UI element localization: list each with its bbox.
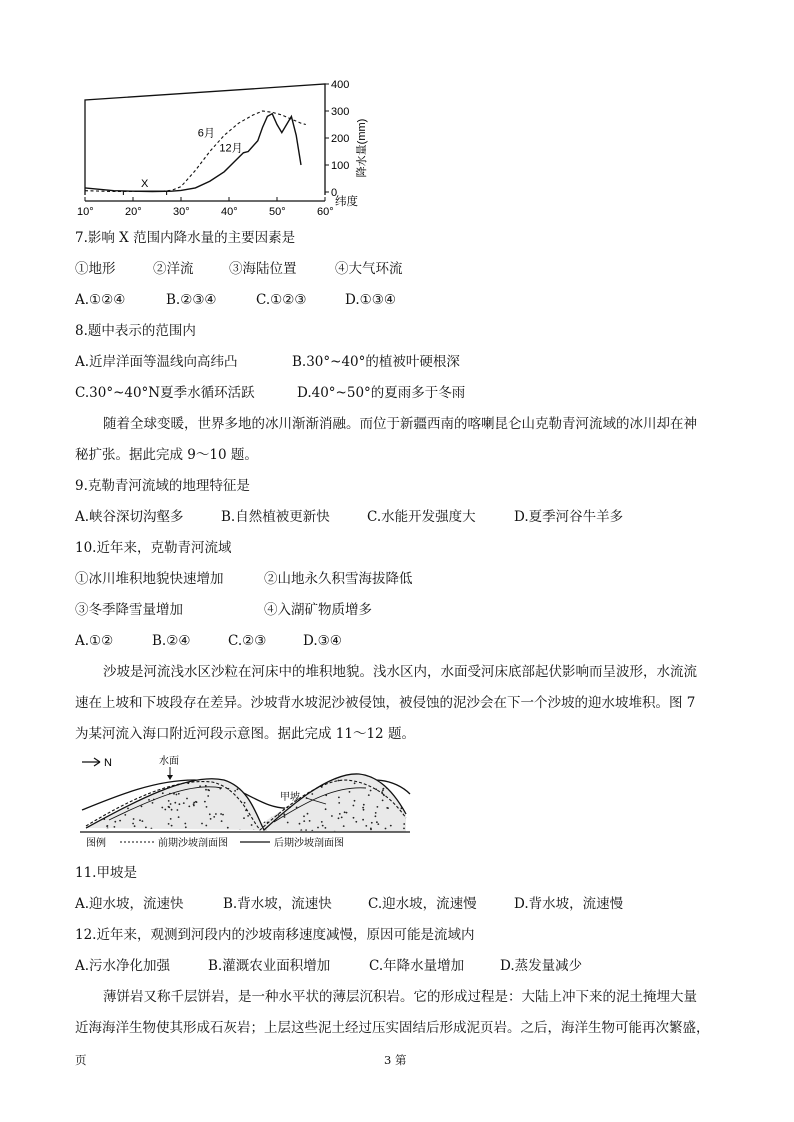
sand-dot <box>272 775 274 777</box>
sand-dot <box>138 829 140 831</box>
sand-dot <box>300 829 302 831</box>
q7-option-d: D.①③④ <box>345 292 396 308</box>
q10-option-a: A.①② <box>75 633 114 649</box>
sand-dot <box>403 783 405 785</box>
sand-dot <box>204 801 206 803</box>
passage2-line-3: 为某河流入海口附近河段示意图。据此完成 11～12 题。 <box>75 726 415 742</box>
sand-dot <box>106 825 108 827</box>
legend-after-label: 后期沙坡剖面图 <box>274 838 344 849</box>
sand-dot <box>253 830 255 832</box>
sand-dot <box>246 786 248 788</box>
sand-dot <box>221 820 223 822</box>
sand-dot <box>141 806 143 808</box>
sand-dot <box>283 781 285 783</box>
passage3-line-1: 薄饼岩又称千层饼岩，是一种水平状的薄层沉积岩。它的形成过程是：大陆上冲下来的泥土掩埋大量 <box>103 989 697 1005</box>
sand-dot <box>222 814 224 816</box>
sand-dot <box>170 818 172 820</box>
sand-dot <box>171 809 173 811</box>
sand-slope-diagram <box>74 752 414 852</box>
passage2-line-2: 速在上坡和下坡段存在差异。沙坡背水坡泥沙被侵蚀，被侵蚀的泥沙会在下一个沙坡的迎水坡堆积。图 7 <box>75 695 696 711</box>
sand-dot <box>176 794 178 796</box>
sand-dot <box>307 813 309 815</box>
sand-dot <box>215 813 217 815</box>
q7-item-3: ③海陆位置 <box>229 261 297 277</box>
slope-jia-label: 甲坡 <box>280 792 300 803</box>
sand-dot <box>274 783 276 785</box>
sand-dot <box>403 828 405 830</box>
sand-dot <box>371 822 373 824</box>
sand-dot <box>147 782 149 784</box>
sand-dot <box>151 828 153 830</box>
q9-option-d: D.夏季河谷牛羊多 <box>514 509 624 525</box>
y-tick-label: 0 <box>331 187 338 199</box>
sand-dot <box>138 793 140 795</box>
q7-stem: 7.影响 X 范围内降水量的主要因素是 <box>75 230 296 246</box>
sand-dot <box>375 812 377 814</box>
q8-option-c: C.30°~40°N夏季水循环活跃 <box>75 385 255 401</box>
sand-dot <box>205 789 207 791</box>
sand-dot <box>210 818 212 820</box>
sand-dot <box>213 816 215 818</box>
x-range-label: X <box>141 178 149 190</box>
x-tick-label: 50° <box>269 206 286 218</box>
q9-stem: 9.克勒青河流域的地理特征是 <box>75 478 250 494</box>
sand-dot <box>403 823 405 825</box>
sand-dot <box>309 820 311 822</box>
sand-dot <box>302 787 304 789</box>
q12-option-c: C.年降水量增加 <box>369 958 465 974</box>
sand-dot <box>148 799 150 801</box>
sand-dot <box>227 827 229 829</box>
sand-dot <box>353 817 355 819</box>
passage1-line-1: 随着全球变暖，世界多地的冰川渐渐消融。而位于新疆西南的喀喇昆仑山克勒青河流域的冰川却在神 <box>103 416 697 432</box>
sand-dot <box>287 822 289 824</box>
q10-stem: 10.近年来，克勒青河流域 <box>75 540 232 556</box>
sand-dot <box>363 809 365 811</box>
sand-dot <box>382 800 384 802</box>
sand-dot <box>132 823 134 825</box>
sand-dot <box>168 823 170 825</box>
q7-item-2: ②洋流 <box>153 261 194 277</box>
sand-dot <box>193 805 195 807</box>
footer-left: 页 <box>75 1053 87 1067</box>
sand-dot <box>113 793 115 795</box>
sand-dot <box>363 804 365 806</box>
sand-dot <box>247 815 249 817</box>
sand-dot <box>186 798 188 800</box>
q11-option-c: C.迎水坡，流速慢 <box>368 896 477 912</box>
sand-dot <box>133 818 135 820</box>
sand-dot <box>107 782 109 784</box>
sand-dot <box>251 824 253 826</box>
sand-dot <box>303 820 305 822</box>
sand-dot <box>183 802 185 804</box>
sand-dot <box>119 820 121 822</box>
sand-dot <box>265 781 267 783</box>
sand-dot <box>239 830 241 832</box>
series-label-june: 6月 <box>197 127 215 140</box>
q7-option-a: A.①②④ <box>75 292 126 308</box>
sand-dot <box>376 821 378 823</box>
sand-dot <box>323 778 325 780</box>
sand-dot <box>162 792 164 794</box>
sand-dot <box>309 776 311 778</box>
sand-dot <box>256 807 258 809</box>
sand-dot <box>321 821 323 823</box>
sand-dot <box>164 809 166 811</box>
sand-dot <box>258 787 260 789</box>
sand-dot <box>259 809 261 811</box>
sand-dot <box>341 817 343 819</box>
passage3-line-2: 近海海洋生物使其形成石灰岩；上层这些泥土经过压实固结后形成泥页岩。之后，海洋生物可能再次繁盛， <box>75 1020 710 1036</box>
sand-dot <box>365 825 367 827</box>
sand-dot <box>303 815 305 817</box>
sand-dot <box>297 782 299 784</box>
q11-option-a: A.迎水坡，流速快 <box>75 896 184 912</box>
q8-option-a: A.近岸洋面等温线向高纬凸 <box>75 354 238 370</box>
sand-dot <box>311 793 313 795</box>
sand-dot <box>383 788 385 790</box>
sand-dot <box>375 815 377 817</box>
y-tick-label: 300 <box>331 106 350 118</box>
sand-dot <box>114 803 116 805</box>
sand-dot <box>377 806 379 808</box>
q9-option-c: C.水能开发强度大 <box>367 509 476 525</box>
sand-dot <box>132 796 134 798</box>
sand-dot <box>325 827 327 829</box>
y-axis-label: 降水量(mm) <box>356 118 368 178</box>
sand-dot <box>331 815 333 817</box>
sand-dot <box>338 780 340 782</box>
legend-title: 图例 <box>86 838 106 849</box>
sand-dot <box>344 811 346 813</box>
sand-dot <box>265 830 267 832</box>
north-label: N <box>104 757 112 769</box>
sand-dot <box>125 796 127 798</box>
sand-dot <box>338 817 340 819</box>
sand-dot <box>274 811 276 813</box>
q12-option-a: A.污水净化加强 <box>75 958 171 974</box>
sand-dot <box>270 816 272 818</box>
y-tick-label: 200 <box>331 133 350 145</box>
q10-item-1: ①冰川堆积地貌快速增加 <box>75 571 224 587</box>
sand-dot <box>338 802 340 804</box>
q10-item-2: ②山地永久积雪海拔降低 <box>264 571 413 587</box>
sand-dot <box>188 806 190 808</box>
footer-page-number: 3 第 <box>384 1053 407 1067</box>
q10-item-4: ④入湖矿物质增多 <box>264 602 372 618</box>
sand-dot <box>178 816 180 818</box>
x-tick-label: 60° <box>317 206 334 218</box>
sand-dot <box>107 827 109 829</box>
x-tick-label: 10° <box>77 206 94 218</box>
q10-option-d: D.③④ <box>303 633 342 649</box>
series-line-june <box>85 111 306 192</box>
sand-dot <box>171 825 173 827</box>
sand-dot <box>206 806 208 808</box>
sand-dot <box>325 808 327 810</box>
sand-dot <box>152 802 154 804</box>
sand-dot <box>362 819 364 821</box>
sand-dot <box>121 781 123 783</box>
x-axis-unit: 纬度 <box>335 196 358 208</box>
sand-dot <box>145 827 147 829</box>
north-arrow <box>82 757 112 769</box>
sand-dot <box>107 785 109 787</box>
sand-dot <box>124 814 126 816</box>
q8-stem: 8.题中表示的范围内 <box>75 323 196 339</box>
sand-dot <box>312 774 314 776</box>
sand-dot <box>258 796 260 798</box>
sand-dot <box>303 788 305 790</box>
sand-dot <box>271 786 273 788</box>
sand-dot <box>293 774 295 776</box>
y-tick-label: 400 <box>331 79 350 91</box>
sand-dot <box>168 806 170 808</box>
sand-dot <box>295 788 297 790</box>
sand-dot <box>322 825 324 827</box>
sand-dot <box>244 802 246 804</box>
sand-dot <box>390 825 392 827</box>
sand-dot <box>262 796 264 798</box>
q8-option-d: D.40°~50°的夏雨多于冬雨 <box>297 385 466 401</box>
sand-dot <box>123 784 125 786</box>
sand-dot <box>234 790 236 792</box>
sand-dot <box>368 794 370 796</box>
sand-dot <box>97 789 99 791</box>
q9-option-a: A.峡谷深切沟壑多 <box>75 509 184 525</box>
q12-option-b: B.灌溉农业面积增加 <box>208 958 331 974</box>
sand-dot <box>362 807 364 809</box>
sand-dot <box>179 803 181 805</box>
sand-dot <box>273 798 275 800</box>
q11-option-b: B.背水坡，流速快 <box>223 896 332 912</box>
sand-dot <box>98 811 100 813</box>
sand-dot <box>295 776 297 778</box>
q10-option-c: C.②③ <box>228 633 267 649</box>
sand-dot <box>94 799 96 801</box>
sand-dot <box>243 817 245 819</box>
q7-option-c: C.①②③ <box>256 292 307 308</box>
sand-dot <box>170 803 172 805</box>
sand-dot <box>370 828 372 830</box>
sand-dot <box>263 788 265 790</box>
sand-dot <box>134 825 136 827</box>
q7-item-1: ①地形 <box>75 261 116 277</box>
q11-stem: 11.甲坡是 <box>75 865 137 881</box>
sand-dot <box>385 828 387 830</box>
q9-option-b: B.自然植被更新快 <box>221 509 330 525</box>
series-label-december: 12月 <box>219 142 243 155</box>
sand-dot <box>354 800 356 802</box>
sand-dot <box>208 790 210 792</box>
sand-dot <box>193 802 195 804</box>
sand-dot <box>108 789 110 791</box>
sand-dot <box>290 788 292 790</box>
sand-dot <box>149 783 151 785</box>
sand-dot <box>346 812 348 814</box>
sand-dot <box>353 805 355 807</box>
sand-dot <box>114 826 116 828</box>
sand-dot <box>209 813 211 815</box>
passage1-line-2: 秘扩张。据此完成 9～10 题。 <box>75 447 258 463</box>
sand-dot <box>220 813 222 815</box>
sand-dot <box>377 823 379 825</box>
sand-dot <box>127 808 129 810</box>
y-tick-label: 100 <box>331 160 350 172</box>
sand-dot <box>178 793 180 795</box>
sand-dot <box>171 830 173 832</box>
sand-dot <box>177 809 179 811</box>
sand-dot <box>114 821 116 823</box>
sand-dot <box>256 791 258 793</box>
sand-dot <box>305 829 307 831</box>
sand-dot <box>354 782 356 784</box>
sand-dot <box>349 791 351 793</box>
sand-dot <box>201 823 203 825</box>
sand-dot <box>311 830 313 832</box>
sand-dot <box>338 797 340 799</box>
sand-dot <box>339 813 341 815</box>
sand-dot <box>116 792 118 794</box>
sand-dot <box>142 820 144 822</box>
sand-dot <box>343 825 345 827</box>
sand-dot <box>265 776 267 778</box>
sand-dot <box>382 789 384 791</box>
sand-dot <box>205 825 207 827</box>
q7-option-b: B.②③④ <box>166 292 217 308</box>
sand-dot <box>390 787 392 789</box>
q10-option-b: B.②④ <box>152 633 191 649</box>
q8-option-b: B.30°~40°的植被叶硬根深 <box>292 354 460 370</box>
sand-dot <box>174 802 176 804</box>
sand-dot <box>299 823 301 825</box>
x-tick-label: 40° <box>221 206 238 218</box>
sand-dot <box>267 816 269 818</box>
sand-dot <box>185 826 187 828</box>
x-tick-label: 30° <box>173 206 190 218</box>
q10-item-3: ③冬季降雪量增加 <box>75 602 183 618</box>
sand-dot <box>139 819 141 821</box>
legend-before-label: 前期沙坡剖面图 <box>158 838 228 849</box>
passage2-line-1: 沙坡是河流浅水区沙粒在河床中的堆积地貌。浅水区内，水面受河床底部起伏影响而呈波形，水流流 <box>103 664 697 680</box>
sand-dot <box>355 821 357 823</box>
sand-dot <box>262 814 264 816</box>
sand-dot <box>387 807 389 809</box>
q7-item-4: ④大气环流 <box>335 261 403 277</box>
sand-dot <box>317 827 319 829</box>
sand-dot <box>292 784 294 786</box>
q11-option-d: D.背水坡，流速慢 <box>514 896 624 912</box>
sand-dot <box>370 790 372 792</box>
x-tick-label: 20° <box>125 206 142 218</box>
sand-dot <box>264 821 266 823</box>
sand-dot <box>237 788 239 790</box>
precipitation-chart <box>0 0 794 230</box>
sand-dot <box>184 823 186 825</box>
sand-dot <box>168 800 170 802</box>
sand-dot <box>392 780 394 782</box>
sand-dot <box>122 783 124 785</box>
sand-dot <box>263 805 265 807</box>
series-line-december <box>85 114 301 192</box>
sand-dot <box>404 798 406 800</box>
sand-dot <box>207 795 209 797</box>
sand-dot <box>283 805 285 807</box>
sand-dot <box>195 801 197 803</box>
q12-stem: 12.近年来，观测到河段内的沙坡南移速度减慢，原因可能是流域内 <box>75 927 475 943</box>
sand-dot <box>265 791 267 793</box>
sand-dot <box>277 814 279 816</box>
sand-dot <box>161 807 163 809</box>
water-surface-label: 水面 <box>159 756 179 767</box>
q12-option-d: D.蒸发量减少 <box>500 958 583 974</box>
